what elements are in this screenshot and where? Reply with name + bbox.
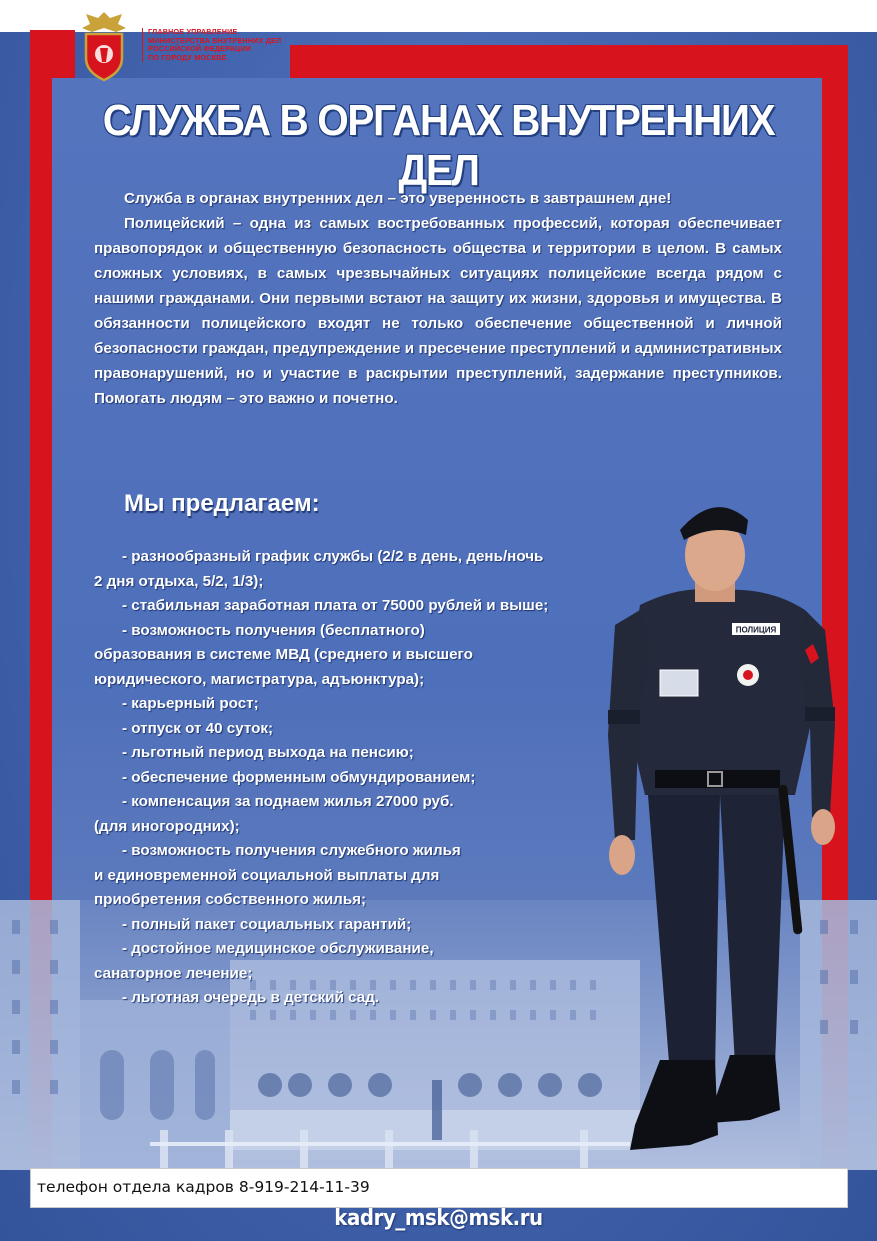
offers-list bbox=[94, 545, 654, 1011]
offer-item: - достойное медицинское обслуживание, bbox=[122, 940, 434, 957]
offer-item: 2 дня отдыха, 5/2, 1/3); bbox=[94, 572, 264, 590]
intro-text bbox=[94, 186, 782, 411]
frame-top bbox=[290, 45, 848, 78]
offer-item: юридического, магистратура, адъюнктура); bbox=[94, 670, 425, 688]
frame-top-left bbox=[30, 30, 75, 78]
offer-item: - карьерный рост; bbox=[122, 695, 259, 712]
intro-lead: Служба в органах внутренних дел – это уверенность в завтрашнем дне! bbox=[124, 190, 672, 207]
hr-email-text: kadry_msk@msk.ru bbox=[334, 1206, 543, 1231]
offer-item: санаторное лечение; bbox=[94, 964, 253, 982]
offer-item: - полный пакет социальных гарантий; bbox=[122, 915, 412, 933]
hr-phone-text: телефон отдела кадров 8-919-214-11-39 bbox=[37, 1178, 370, 1196]
page-title: СЛУЖБА В ОРГАНАХ ВНУТРЕННИХ ДЕЛ bbox=[102, 96, 775, 195]
offer-item: и единовременной социальной выплаты для bbox=[94, 866, 440, 884]
offer-item: - возможность получения служебного жилья bbox=[122, 842, 461, 859]
offer-item: образования в системе МВД (среднего и высшего bbox=[94, 646, 473, 663]
offer-item: - обеспечение форменным обмундированием; bbox=[122, 768, 476, 786]
offers-heading: Мы предлагаем: bbox=[124, 490, 320, 517]
offer-item: - льготный период выхода на пенсию; bbox=[122, 744, 414, 761]
offer-item: - возможность получения (бесплатного) bbox=[122, 621, 425, 639]
offer-item: - компенсация за поднаем жилья 27000 руб. bbox=[122, 793, 454, 810]
offer-item: приобретения собственного жилья; bbox=[94, 891, 367, 908]
org-line: ПО ГОРОДУ МОСКВЕ bbox=[148, 52, 227, 62]
offer-item: - стабильная заработная плата от 75000 рублей и выше; bbox=[122, 597, 549, 614]
mvd-emblem-icon bbox=[78, 10, 130, 82]
police-officer-image bbox=[600, 495, 845, 1165]
org-line: РОССИЙСКОЙ ФЕДЕРАЦИИ bbox=[148, 44, 252, 54]
header-strip bbox=[0, 0, 877, 32]
organization-name bbox=[142, 28, 281, 62]
org-line: ГЛАВНОЕ УПРАВЛЕНИЕ bbox=[148, 27, 238, 36]
phone-panel bbox=[30, 1168, 848, 1208]
org-line: МИНИСТЕРСТВА ВНУТРЕННИХ ДЕЛ bbox=[148, 35, 282, 45]
offer-item: - отпуск от 40 суток; bbox=[122, 719, 274, 737]
intro-paragraph: Полицейский – одна из самых востребованных профессий, которая обеспечивает правопорядок и общественную безопасность общества и территории в целом. В самых сложных условиях, в самых чрезвычайных ситуациях полицейские всегда рядом с нашими гражданами. Они первыми встают на защиту их жизни, здоровья и имущества. В обязанности полицейского входят не только обеспечение общественной и личной безопасности граждан, предупреждение и пресечение преступлений и административных правонарушений, но и участие в раскрытии преступлений, задержание преступников. Помогать людям – это важно и почетно. bbox=[94, 215, 782, 407]
offer-item: (для иногородних); bbox=[94, 817, 240, 835]
offer-item: - льготная очередь в детский сад. bbox=[122, 989, 380, 1006]
offer-item: - разнообразный график службы (2/2 в день, день/ночь bbox=[122, 548, 544, 565]
officer-badge-text: ПОЛИЦИЯ bbox=[735, 625, 777, 635]
